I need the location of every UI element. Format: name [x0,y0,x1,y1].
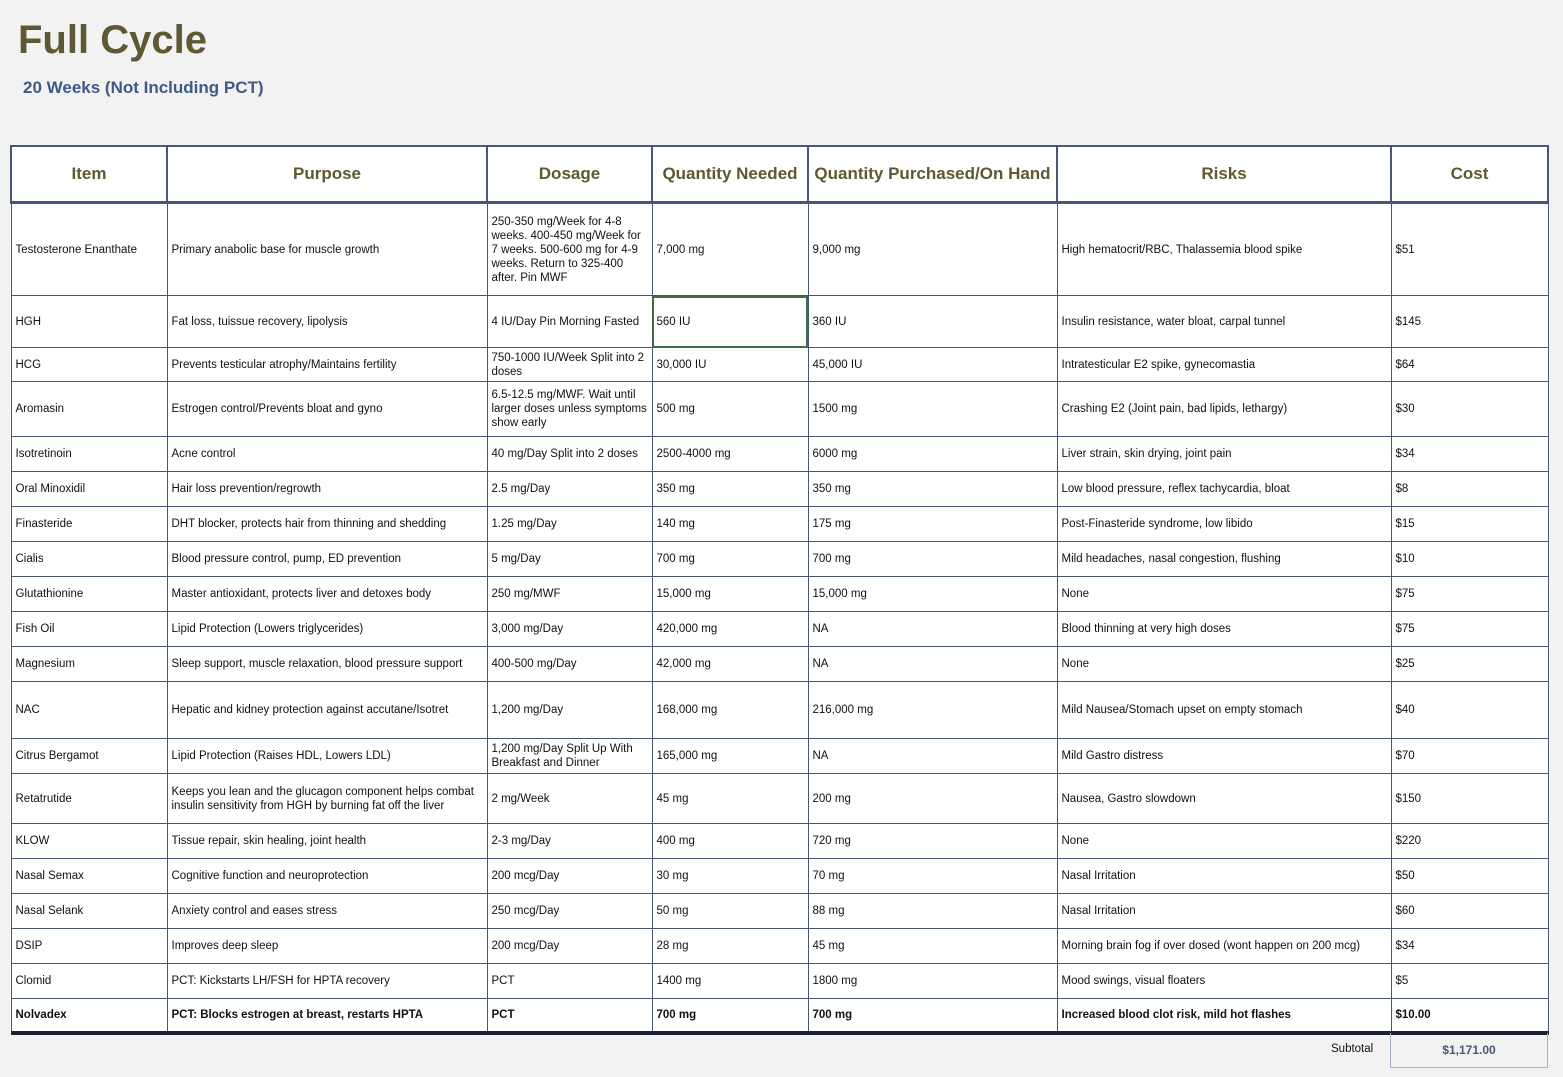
quantity-on-hand-cell[interactable]: NA [808,739,1057,774]
column-header-dosage[interactable]: Dosage [487,146,652,203]
cost-cell[interactable]: $25 [1391,647,1548,682]
cost-cell[interactable]: $50 [1391,859,1548,894]
quantity-needed-cell[interactable]: 1400 mg [652,964,808,999]
page-subtitle: 20 Weeks (Not Including PCT) [23,78,264,97]
table-row [11,472,1548,507]
item-cell[interactable]: NAC [11,682,167,739]
purpose-cell[interactable]: Hair loss prevention/regrowth [167,472,487,507]
risks-cell[interactable]: Insulin resistance, water bloat, carpal tunnel [1057,296,1391,348]
dosage-cell[interactable]: 250 mcg/Day [487,894,652,929]
table-row [11,859,1548,894]
cost-cell[interactable]: $15 [1391,507,1548,542]
dosage-cell[interactable]: 400-500 mg/Day [487,647,652,682]
dosage-cell[interactable]: 1,200 mg/Day Split Up With Breakfast and Dinner [487,739,652,774]
purpose-cell[interactable]: Acne control [167,437,487,472]
quantity-on-hand-cell[interactable]: 1800 mg [808,964,1057,999]
quantity-on-hand-cell[interactable]: 700 mg [808,542,1057,577]
cost-cell[interactable]: $145 [1391,296,1548,348]
dosage-cell[interactable]: 1.25 mg/Day [487,507,652,542]
dosage-cell[interactable]: 6.5-12.5 mg/MWF. Wait until larger doses unless symptoms show early [487,382,652,437]
cost-cell[interactable]: $64 [1391,348,1548,382]
cost-cell[interactable]: $30 [1391,382,1548,437]
dosage-cell[interactable]: 1,200 mg/Day [487,682,652,739]
cost-cell[interactable]: $40 [1391,682,1548,739]
cost-cell[interactable]: $60 [1391,894,1548,929]
table-row [11,929,1548,964]
dosage-cell[interactable]: PCT [487,999,652,1033]
quantity-on-hand-cell[interactable]: 200 mg [808,774,1057,824]
risks-cell[interactable]: High hematocrit/RBC, Thalassemia blood spike [1057,203,1391,296]
quantity-needed-cell[interactable]: 350 mg [652,472,808,507]
item-cell[interactable]: HGH [11,296,167,348]
item-cell[interactable]: Testosterone Enanthate [11,203,167,296]
quantity-needed-cell[interactable]: 560 IU [652,296,808,348]
quantity-needed-cell[interactable]: 50 mg [652,894,808,929]
column-header-risks[interactable]: Risks [1057,146,1391,203]
risks-cell[interactable]: Nasal Irritation [1057,894,1391,929]
table-row [11,296,1548,348]
table-row [11,437,1548,472]
table-row [11,894,1548,929]
table-row [11,999,1548,1033]
cycle-table [10,145,1549,1035]
dosage-cell[interactable]: 200 mcg/Day [487,859,652,894]
cost-cell[interactable]: $10 [1391,542,1548,577]
quantity-needed-cell[interactable]: 700 mg [652,542,808,577]
item-cell[interactable]: Oral Minoxidil [11,472,167,507]
purpose-cell[interactable]: Hepatic and kidney protection against accutane/Isotret [167,682,487,739]
purpose-cell[interactable]: Lipid Protection (Lowers triglycerides) [167,612,487,647]
risks-cell[interactable]: Liver strain, skin drying, joint pain [1057,437,1391,472]
quantity-on-hand-cell[interactable]: 360 IU [808,296,1057,348]
purpose-cell[interactable]: Tissue repair, skin healing, joint health [167,824,487,859]
table-body [11,203,1548,1033]
purpose-cell[interactable]: DHT blocker, protects hair from thinning and shedding [167,507,487,542]
dosage-cell[interactable]: PCT [487,964,652,999]
risks-cell[interactable]: None [1057,824,1391,859]
column-header-cost[interactable]: Cost [1391,146,1548,203]
purpose-cell[interactable]: Keeps you lean and the glucagon component helps combat insulin sensitivity from HGH by burning fat off the liver [167,774,487,824]
header-row [11,146,1548,203]
item-cell[interactable]: DSIP [11,929,167,964]
quantity-on-hand-cell[interactable]: NA [808,612,1057,647]
table-row [11,612,1548,647]
quantity-needed-cell[interactable]: 2500-4000 mg [652,437,808,472]
purpose-cell[interactable]: Master antioxidant, protects liver and detoxes body [167,577,487,612]
column-header-quantity-needed[interactable]: Quantity Needed [652,146,808,203]
quantity-on-hand-cell[interactable]: 1500 mg [808,382,1057,437]
risks-cell[interactable]: None [1057,577,1391,612]
table-row [11,774,1548,824]
purpose-cell[interactable]: Prevents testicular atrophy/Maintains fertility [167,348,487,382]
quantity-on-hand-cell[interactable]: 15,000 mg [808,577,1057,612]
risks-cell[interactable]: Crashing E2 (Joint pain, bad lipids, lethargy) [1057,382,1391,437]
quantity-needed-cell[interactable]: 42,000 mg [652,647,808,682]
column-header-quantity-on-hand[interactable]: Quantity Purchased/On Hand [808,146,1057,203]
item-cell[interactable]: Clomid [11,964,167,999]
item-cell[interactable]: Nolvadex [11,999,167,1033]
item-cell[interactable]: HCG [11,348,167,382]
quantity-needed-cell[interactable]: 420,000 mg [652,612,808,647]
risks-cell[interactable]: Blood thinning at very high doses [1057,612,1391,647]
subtotal-value[interactable]: $1,171.00 [1390,1033,1548,1068]
risks-cell[interactable]: Post-Finasteride syndrome, low libido [1057,507,1391,542]
quantity-on-hand-cell[interactable]: 45 mg [808,929,1057,964]
item-cell[interactable]: KLOW [11,824,167,859]
column-header-item[interactable]: Item [11,146,167,203]
quantity-on-hand-cell[interactable]: 175 mg [808,507,1057,542]
risks-cell[interactable]: Increased blood clot risk, mild hot flashes [1057,999,1391,1033]
quantity-on-hand-cell[interactable]: 350 mg [808,472,1057,507]
cost-cell[interactable]: $51 [1391,203,1548,296]
purpose-cell[interactable]: Improves deep sleep [167,929,487,964]
purpose-cell[interactable]: PCT: Blocks estrogen at breast, restarts HPTA [167,999,487,1033]
dosage-cell[interactable]: 4 IU/Day Pin Morning Fasted [487,296,652,348]
quantity-on-hand-cell[interactable]: 88 mg [808,894,1057,929]
purpose-cell[interactable]: Cognitive function and neuroprotection [167,859,487,894]
risks-cell[interactable]: Mild Nausea/Stomach upset on empty stomach [1057,682,1391,739]
quantity-needed-cell[interactable]: 168,000 mg [652,682,808,739]
table-row [11,348,1548,382]
item-cell[interactable]: Magnesium [11,647,167,682]
table-row [11,824,1548,859]
quantity-needed-cell[interactable]: 700 mg [652,999,808,1033]
column-header-purpose[interactable]: Purpose [167,146,487,203]
dosage-cell[interactable]: 5 mg/Day [487,542,652,577]
quantity-needed-cell[interactable]: 400 mg [652,824,808,859]
cost-cell[interactable]: $10.00 [1391,999,1548,1033]
purpose-cell[interactable]: Primary anabolic base for muscle growth [167,203,487,296]
purpose-cell[interactable]: Estrogen control/Prevents bloat and gyno [167,382,487,437]
dosage-cell[interactable]: 2 mg/Week [487,774,652,824]
purpose-cell[interactable]: Sleep support, muscle relaxation, blood pressure support [167,647,487,682]
purpose-cell[interactable]: Fat loss, tuissue recovery, lipolysis [167,296,487,348]
quantity-on-hand-cell[interactable]: 700 mg [808,999,1057,1033]
purpose-cell[interactable]: Blood pressure control, pump, ED prevention [167,542,487,577]
table-row [11,682,1548,739]
dosage-cell[interactable]: 3,000 mg/Day [487,612,652,647]
quantity-needed-cell[interactable]: 165,000 mg [652,739,808,774]
page-title: Full Cycle [18,18,207,62]
cost-cell[interactable]: $75 [1391,577,1548,612]
table-row [11,647,1548,682]
cost-cell[interactable]: $34 [1391,929,1548,964]
item-cell[interactable]: Retatrutide [11,774,167,824]
dosage-cell[interactable]: 250-350 mg/Week for 4-8 weeks. 400-450 mg/Week for 7 weeks. 500-600 mg for 4-9 weeks. Return to 325-400 after. Pin MWF [487,203,652,296]
item-cell[interactable]: Fish Oil [11,612,167,647]
dosage-cell[interactable]: 2.5 mg/Day [487,472,652,507]
quantity-needed-cell[interactable]: 30,000 IU [652,348,808,382]
item-cell[interactable]: Finasteride [11,507,167,542]
item-cell[interactable]: Glutathionine [11,577,167,612]
table-row [11,382,1548,437]
risks-cell[interactable]: None [1057,647,1391,682]
quantity-needed-cell[interactable]: 15,000 mg [652,577,808,612]
cost-cell[interactable]: $5 [1391,964,1548,999]
dosage-cell[interactable]: 40 mg/Day Split into 2 doses [487,437,652,472]
risks-cell[interactable]: Mood swings, visual floaters [1057,964,1391,999]
subtotal-label: Subtotal [1331,1043,1374,1055]
purpose-cell[interactable]: Anxiety control and eases stress [167,894,487,929]
risks-cell[interactable]: Morning brain fog if over dosed (wont happen on 200 mcg) [1057,929,1391,964]
item-cell[interactable]: Nasal Semax [11,859,167,894]
dosage-cell[interactable]: 2-3 mg/Day [487,824,652,859]
quantity-needed-cell[interactable]: 45 mg [652,774,808,824]
table-row [11,507,1548,542]
table-row [11,739,1548,774]
quantity-needed-cell[interactable]: 28 mg [652,929,808,964]
table-row [11,577,1548,612]
dosage-cell[interactable]: 250 mg/MWF [487,577,652,612]
risks-cell[interactable]: Nasal Irritation [1057,859,1391,894]
quantity-needed-cell[interactable]: 7,000 mg [652,203,808,296]
quantity-on-hand-cell[interactable]: 720 mg [808,824,1057,859]
item-cell[interactable]: Isotretinoin [11,437,167,472]
table-row [11,542,1548,577]
quantity-on-hand-cell[interactable]: 216,000 mg [808,682,1057,739]
dosage-cell[interactable]: 200 mcg/Day [487,929,652,964]
purpose-cell[interactable]: PCT: Kickstarts LH/FSH for HPTA recovery [167,964,487,999]
purpose-cell[interactable]: Lipid Protection (Raises HDL, Lowers LDL) [167,739,487,774]
risks-cell[interactable]: Mild Gastro distress [1057,739,1391,774]
dosage-cell[interactable]: 750-1000 IU/Week Split into 2 doses [487,348,652,382]
table-row [11,964,1548,999]
cost-cell[interactable]: $220 [1391,824,1548,859]
quantity-needed-cell[interactable]: 500 mg [652,382,808,437]
risks-cell[interactable]: Low blood pressure, reflex tachycardia, bloat [1057,472,1391,507]
quantity-on-hand-cell[interactable]: NA [808,647,1057,682]
item-cell[interactable]: Citrus Bergamot [11,739,167,774]
cost-cell[interactable]: $8 [1391,472,1548,507]
table-row [11,203,1548,296]
quantity-needed-cell[interactable]: 140 mg [652,507,808,542]
item-cell[interactable]: Aromasin [11,382,167,437]
cost-cell[interactable]: $34 [1391,437,1548,472]
item-cell[interactable]: Cialis [11,542,167,577]
cost-cell[interactable]: $150 [1391,774,1548,824]
quantity-on-hand-cell[interactable]: 6000 mg [808,437,1057,472]
risks-cell[interactable]: Nausea, Gastro slowdown [1057,774,1391,824]
quantity-on-hand-cell[interactable]: 70 mg [808,859,1057,894]
quantity-on-hand-cell[interactable]: 9,000 mg [808,203,1057,296]
risks-cell[interactable]: Mild headaches, nasal congestion, flushing [1057,542,1391,577]
cost-cell[interactable]: $75 [1391,612,1548,647]
item-cell[interactable]: Nasal Selank [11,894,167,929]
risks-cell[interactable]: Intratesticular E2 spike, gynecomastia [1057,348,1391,382]
cost-cell[interactable]: $70 [1391,739,1548,774]
quantity-on-hand-cell[interactable]: 45,000 IU [808,348,1057,382]
quantity-needed-cell[interactable]: 30 mg [652,859,808,894]
